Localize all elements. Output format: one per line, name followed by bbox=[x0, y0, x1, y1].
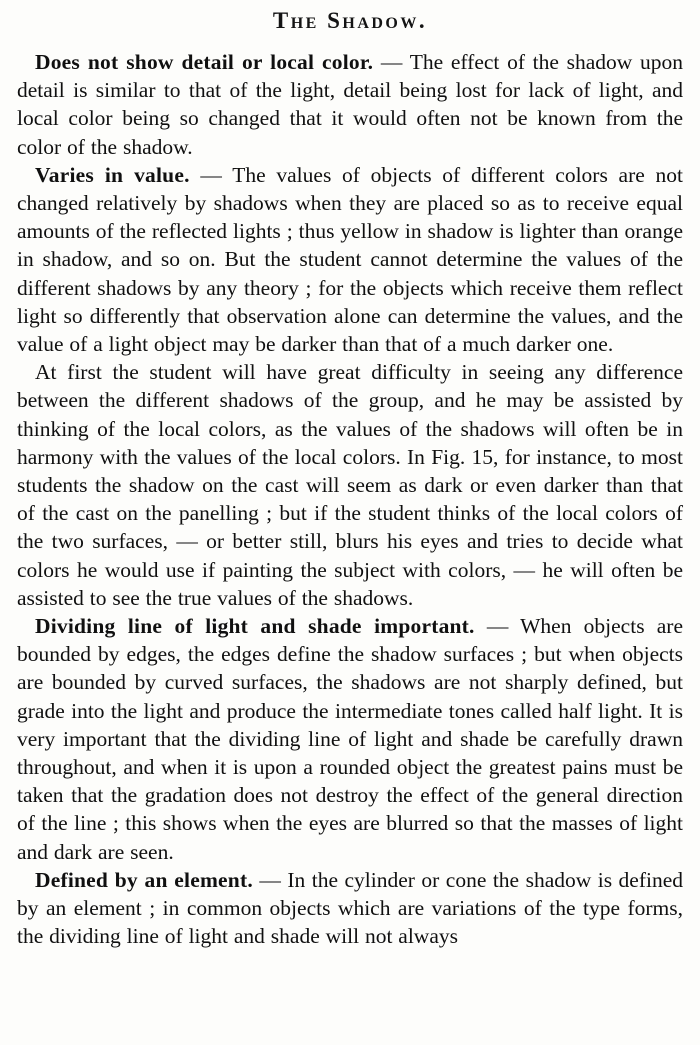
paragraph bbox=[17, 358, 683, 612]
paragraph-lead: Defined by an element. bbox=[35, 867, 253, 892]
chapter-title: The Shadow. bbox=[272, 8, 428, 33]
paragraph-lead: Varies in value. bbox=[35, 162, 190, 187]
paragraph bbox=[17, 866, 683, 951]
paragraph-lead: Does not show detail or local color. bbox=[35, 50, 374, 74]
paragraph bbox=[17, 612, 683, 866]
paragraph-text: At first the student will have great difficulty in seeing any difference between the different shadows of the group, and he may be assisted by thinking of the local colors, as the values of the shadows will often be in harmony with the values of the local colors. In Fig. 15, for instance, to most students the shadow on the cast will seem as dark or even darker than that of the cast on the panelling ; but if the student thinks of the local colors of the two surfaces, — or better still, blurs his eyes and tries to decide what colors he would use if painting the subject with colors, — he will often be assisted to see the true values of the shadows. bbox=[17, 360, 683, 610]
paragraph-lead: Dividing line of light and shade important. bbox=[35, 614, 475, 639]
paragraph bbox=[17, 48, 683, 161]
paragraph-text: — When objects are bounded by edges, the edges define the shadow surfaces ; but when objects are bounded by curved surfaces, the shadows are not sharply defined, but grade into the light and produce the intermediate tones called half light. It is very important that the dividing line of light and shade be carefully drawn throughout, and when it is upon a rounded object the greatest pains must be taken that the gradation does not destroy the effect of the general direction of the line ; this shows when the eyes are blurred so that the masses of light and dark are seen. bbox=[17, 614, 684, 864]
text-block bbox=[17, 48, 683, 951]
paragraph-text: — The effect of the shadow upon detail is similar to that of the light, detail being lost for lack of light, and local color being so changed that it would often not be known from the color of the shadow. bbox=[17, 50, 684, 159]
paragraph-text: — In the cylinder or cone the shadow is defined by an element ; in common objects which are variations of the type forms, the dividing line of light and shade will not always bbox=[17, 867, 684, 949]
paragraph-text: — The values of objects of different colors are not changed relatively by shadows when they are placed so as to receive equal amounts of the reflected lights ; thus yellow in shadow is lighter than orange in shadow, and so on. But the student cannot determine the values of the different shadows by any theory ; for the objects which receive them reflect light so differently that observation alone can determine the values, and the value of a light object may be darker than that of a much darker one. bbox=[17, 162, 683, 357]
paragraph bbox=[17, 161, 683, 358]
